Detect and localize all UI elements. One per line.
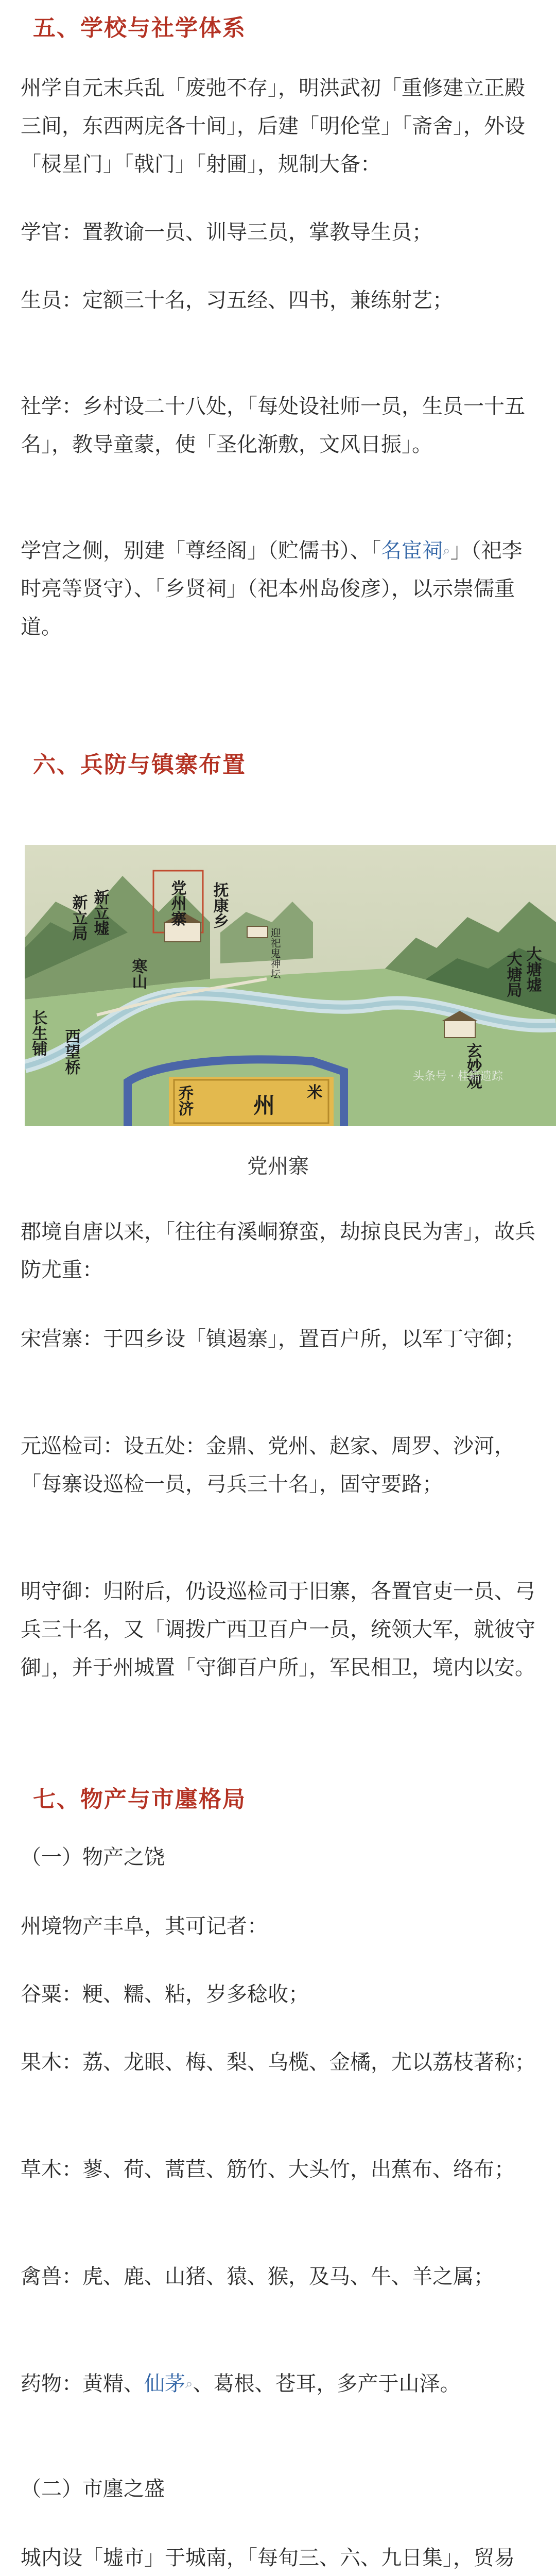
map-label: 玄妙观	[463, 1043, 482, 1089]
map-label: 寒山	[129, 958, 147, 989]
link-text: 仙茅	[144, 2372, 185, 2396]
search-icon: ⌕	[443, 543, 450, 558]
map-label: 抚康乡	[210, 882, 229, 928]
text-span: 」（祀李时亮等贤守）、「乡贤祠」（祀本州岛俊彦），以示崇儒重道。	[21, 539, 523, 639]
paragraph: 州学自元末兵乱「废弛不存」，明洪武初「重修建立正殿三间，东西两庑各十间」，后建「明伦堂」「斋舍」，外设「棂星门」「戟门」「射圃」，规制大备：	[21, 76, 525, 176]
map-label: 大塘墟	[523, 946, 542, 992]
paragraph	[21, 2365, 535, 2403]
map-label: 大塘局	[503, 951, 522, 997]
map-label: 新立局	[69, 894, 88, 941]
paragraph: 社学：乡村设二十八处，「每处设社师一员，生员一十五名」，教导童蒙，使「圣化渐敷，文风日振」。	[21, 395, 525, 456]
paragraph: 草木：蓼、荷、蒿苣、筋竹、大头竹，出蕉布、络布；	[21, 2158, 515, 2181]
paragraph: 学官：置教谕一员、训导三员，掌教导生员；	[21, 221, 432, 244]
map-label: 米	[304, 1084, 322, 1099]
map-label: 党州寨	[168, 880, 186, 926]
link-text: 名宦祠	[381, 539, 443, 563]
map-svg	[25, 845, 556, 1126]
shrine-building	[247, 926, 268, 938]
paragraph: 城内设「墟市」于城南，「每旬三、六、九日集」，贸易	[21, 2546, 515, 2570]
paragraph: 郡境自唐以来，「往往有溪峒獠蛮，劫掠良民为害」，故兵防尤重：	[21, 1220, 535, 1282]
map-label: 西望桥	[62, 1028, 80, 1075]
xianmao-link[interactable]	[144, 2372, 193, 2396]
mingguan-ci-link[interactable]	[381, 539, 450, 563]
subheading: （一）物产之饶	[21, 1845, 165, 1869]
subheading: （二）市廛之盛	[21, 2477, 165, 2501]
temple-building	[444, 1020, 475, 1038]
paragraph	[21, 532, 535, 646]
map-label: 长生铺	[29, 1010, 47, 1056]
paragraph: 宋营寨：于四乡设「镇遏寨」，置百户所，以军丁守御；	[21, 1327, 525, 1351]
paragraph: 州境物产丰阜，其可记者：	[21, 1914, 268, 1938]
search-icon: ⌕	[185, 2376, 193, 2392]
paragraph: 元巡检司：设五处：金鼎、党州、赵家、周罗、沙河，「每寨设巡检一员，弓兵三十名」，固守要路；	[21, 1434, 515, 1496]
map-label: 迎祀鬼神坛	[269, 927, 281, 979]
text-span: 学宫之侧，别建「尊经阁」（贮儒书）、「	[21, 539, 381, 563]
text-span: 药物：黄精、	[21, 2372, 144, 2396]
text-span: 、葛根、苍耳，多产于山泽。	[193, 2372, 461, 2396]
figure-caption: 党州寨	[247, 1155, 309, 1178]
paragraph: 明守御：归附后，仍设巡检司于旧寨，各置官吏一员、弓兵三十名，又「调拨广西卫百户一员，统领大军，就彼守御」，并于州城置「守御百户所」，军民相卫，境内以安。	[21, 1580, 535, 1680]
map-label: 州	[253, 1093, 275, 1118]
section-7-heading: 七、物产与市廛格局	[33, 1786, 246, 1812]
map-label: 乔济	[175, 1085, 194, 1116]
paragraph: 果木：荔、龙眼、梅、梨、乌榄、金橘，尤以荔枝著称；	[21, 2050, 535, 2074]
paragraph: 生员：定额三十名，习五经、四书，兼练射艺；	[21, 289, 453, 312]
section-6-heading: 六、兵防与镇寨布置	[33, 752, 246, 778]
map-label: 新立墟	[91, 889, 109, 936]
paragraph: 禽兽：虎、鹿、山猪、猿、猴，及马、牛、羊之属；	[21, 2265, 494, 2289]
watermark: 头条号 · 桂籍遗踪	[413, 1070, 503, 1083]
dangzhou-map-image[interactable]	[25, 845, 556, 1126]
paragraph: 谷粟：粳、糯、粘，岁多稔收；	[21, 1982, 309, 2006]
section-5-heading: 五、学校与社学体系	[33, 15, 246, 41]
